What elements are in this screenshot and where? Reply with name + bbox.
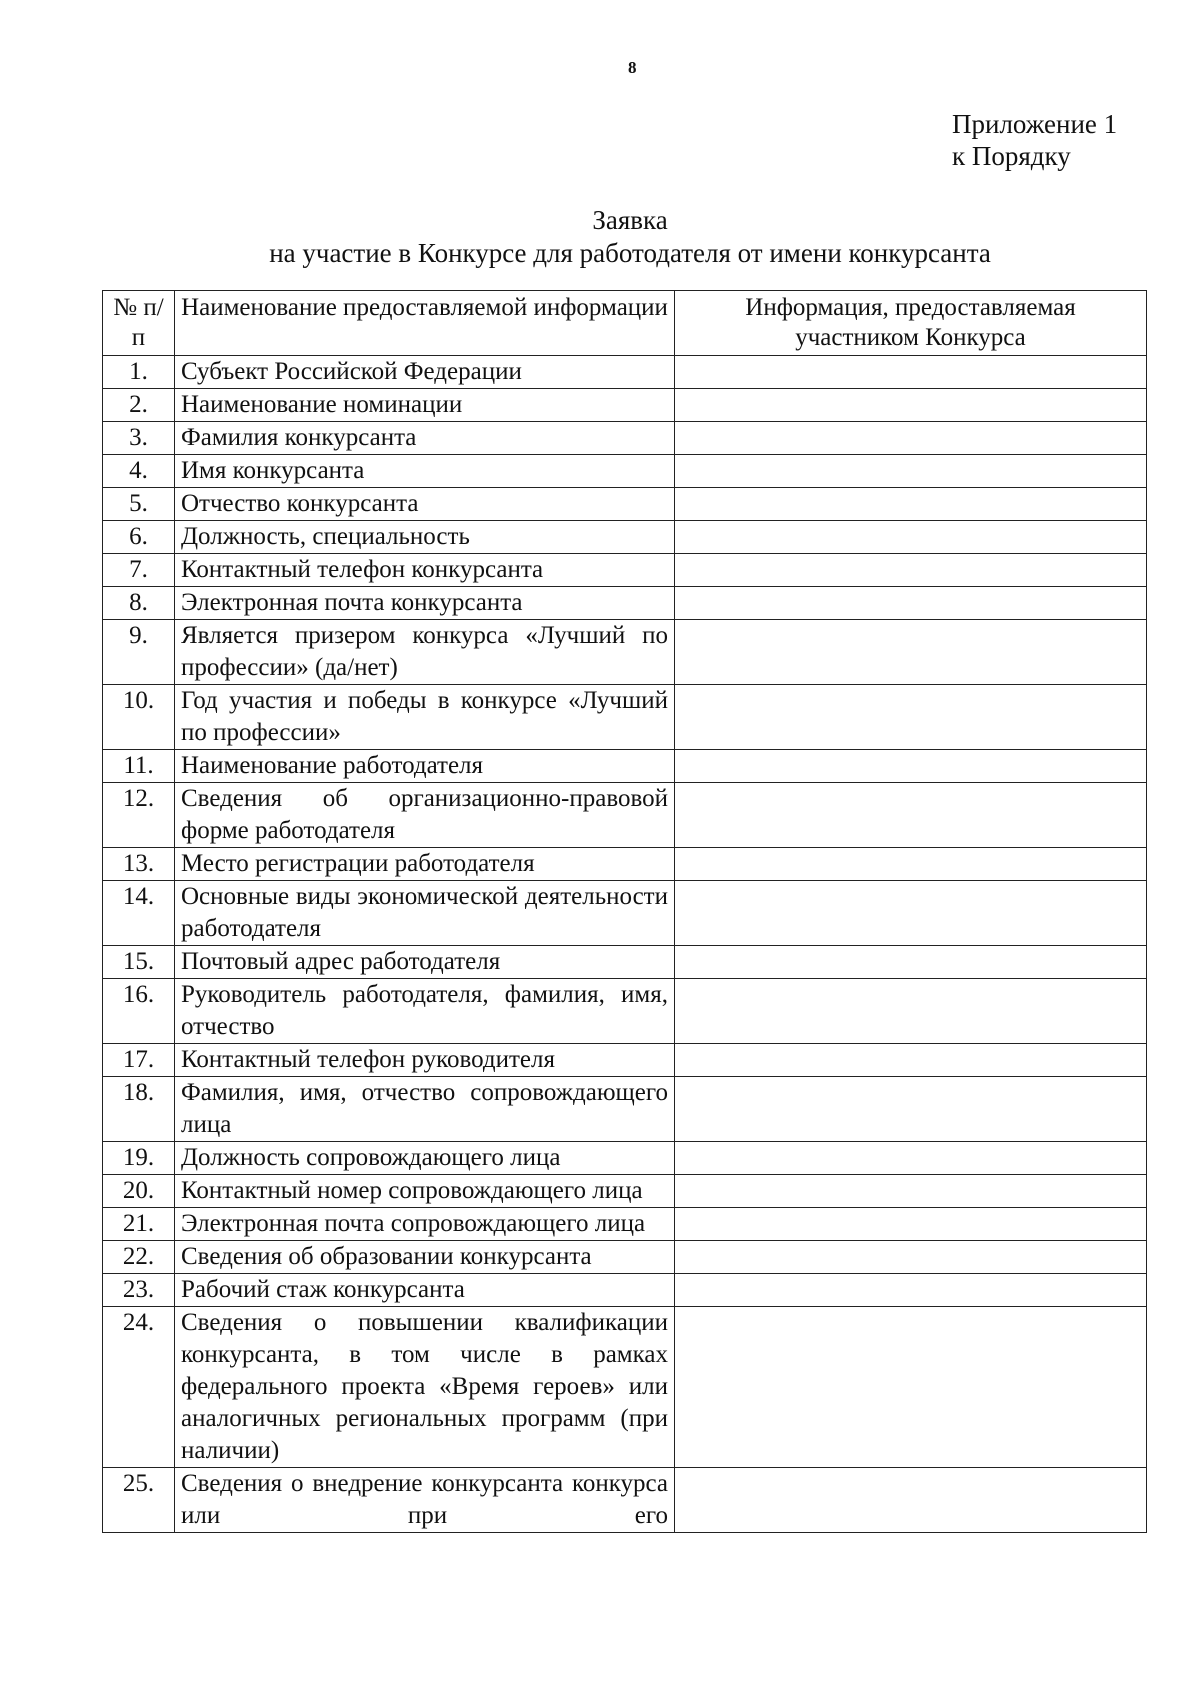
row-number: 15. <box>103 946 175 979</box>
row-information-name: Сведения о повышении квалификации конкурсанта, в том числе в рамках федерального проекта «Время героев» или аналогичных региональных программ (при наличии) <box>175 1307 675 1468</box>
row-information-name: Электронная почта сопровождающего лица <box>175 1208 675 1241</box>
row-number: 24. <box>103 1307 175 1468</box>
row-information-field[interactable] <box>675 1468 1147 1533</box>
table-row <box>103 587 1147 620</box>
row-information-name: Электронная почта конкурсанта <box>175 587 675 620</box>
row-number: 25. <box>103 1468 175 1533</box>
header-information-provided: Информация, предоставляемая участником Конкурса <box>675 291 1147 356</box>
row-information-name: Наименование номинации <box>175 389 675 422</box>
row-number: 6. <box>103 521 175 554</box>
row-information-name: Отчество конкурсанта <box>175 488 675 521</box>
row-information-field[interactable] <box>675 979 1147 1044</box>
application-form-table <box>102 290 1147 1533</box>
row-number: 14. <box>103 881 175 946</box>
row-information-field[interactable] <box>675 356 1147 389</box>
table-row <box>103 881 1147 946</box>
row-information-field[interactable] <box>675 554 1147 587</box>
row-information-field[interactable] <box>675 1307 1147 1468</box>
page-number: 8 <box>628 58 637 77</box>
row-information-field[interactable] <box>675 1208 1147 1241</box>
row-information-name: Рабочий стаж конкурсанта <box>175 1274 675 1307</box>
row-number: 8. <box>103 587 175 620</box>
appendix-line-1: Приложение 1 <box>952 109 1118 139</box>
row-number: 13. <box>103 848 175 881</box>
row-information-name: Фамилия конкурсанта <box>175 422 675 455</box>
row-information-field[interactable] <box>675 685 1147 750</box>
appendix-line-2: к Порядку <box>952 141 1071 171</box>
row-information-name: Контактный телефон руководителя <box>175 1044 675 1077</box>
table-row <box>103 554 1147 587</box>
row-information-name: Должность сопровождающего лица <box>175 1142 675 1175</box>
row-number: 16. <box>103 979 175 1044</box>
row-information-name: Наименование работодателя <box>175 750 675 783</box>
row-number: 17. <box>103 1044 175 1077</box>
row-information-field[interactable] <box>675 881 1147 946</box>
row-information-field[interactable] <box>675 1044 1147 1077</box>
row-information-name: Основные виды экономической деятельности работодателя <box>175 881 675 946</box>
table-row <box>103 848 1147 881</box>
table-row <box>103 356 1147 389</box>
table-row <box>103 750 1147 783</box>
row-information-name: Фамилия, имя, отчество сопровождающего лица <box>175 1077 675 1142</box>
row-information-name: Год участия и победы в конкурсе «Лучший по профессии» <box>175 685 675 750</box>
row-number: 10. <box>103 685 175 750</box>
row-information-field[interactable] <box>675 620 1147 685</box>
table-row <box>103 1044 1147 1077</box>
table-body <box>103 356 1147 1533</box>
row-number: 19. <box>103 1142 175 1175</box>
row-information-name: Является призером конкурса «Лучший по профессии» (да/нет) <box>175 620 675 685</box>
row-number: 23. <box>103 1274 175 1307</box>
header-number: № п/п <box>103 291 175 356</box>
title-line-2: на участие в Конкурсе для работодателя от имени конкурсанта <box>269 238 991 268</box>
row-information-name: Почтовый адрес работодателя <box>175 946 675 979</box>
table-row <box>103 783 1147 848</box>
row-information-name: Должность, специальность <box>175 521 675 554</box>
title-line-1: Заявка <box>592 205 668 235</box>
table-header-row <box>103 291 1147 356</box>
row-information-field[interactable] <box>675 455 1147 488</box>
row-information-name: Имя конкурсанта <box>175 455 675 488</box>
row-number: 5. <box>103 488 175 521</box>
row-number: 2. <box>103 389 175 422</box>
table-row <box>103 1307 1147 1468</box>
row-information-field[interactable] <box>675 389 1147 422</box>
row-information-field[interactable] <box>675 521 1147 554</box>
row-information-field[interactable] <box>675 848 1147 881</box>
row-information-name: Сведения об образовании конкурсанта <box>175 1241 675 1274</box>
row-information-field[interactable] <box>675 946 1147 979</box>
row-information-name: Субъект Российской Федерации <box>175 356 675 389</box>
table-row <box>103 979 1147 1044</box>
table-row <box>103 389 1147 422</box>
table-row <box>103 946 1147 979</box>
row-number: 20. <box>103 1175 175 1208</box>
document-title <box>80 204 1180 270</box>
row-number: 7. <box>103 554 175 587</box>
row-information-name: Сведения о внедрение конкурсанта конкурса или при его <box>175 1468 675 1533</box>
table-row <box>103 1241 1147 1274</box>
table-row <box>103 620 1147 685</box>
header-information-name: Наименование предоставляемой информации <box>175 291 675 356</box>
table-row <box>103 1142 1147 1175</box>
row-information-field[interactable] <box>675 1175 1147 1208</box>
table-row <box>103 1077 1147 1142</box>
row-number: 21. <box>103 1208 175 1241</box>
row-information-field[interactable] <box>675 1077 1147 1142</box>
row-information-field[interactable] <box>675 587 1147 620</box>
row-number: 9. <box>103 620 175 685</box>
table-row <box>103 521 1147 554</box>
row-information-field[interactable] <box>675 783 1147 848</box>
row-number: 22. <box>103 1241 175 1274</box>
row-information-field[interactable] <box>675 1142 1147 1175</box>
table-row <box>103 1274 1147 1307</box>
appendix-label <box>952 108 1117 172</box>
row-information-name: Руководитель работодателя, фамилия, имя, отчество <box>175 979 675 1044</box>
table-row <box>103 455 1147 488</box>
table-row <box>103 1175 1147 1208</box>
table-row <box>103 488 1147 521</box>
table-row <box>103 1468 1147 1533</box>
row-number: 11. <box>103 750 175 783</box>
row-information-field[interactable] <box>675 422 1147 455</box>
row-number: 18. <box>103 1077 175 1142</box>
row-information-field[interactable] <box>675 1241 1147 1274</box>
table-row <box>103 422 1147 455</box>
row-information-field[interactable] <box>675 488 1147 521</box>
row-number: 3. <box>103 422 175 455</box>
row-number: 1. <box>103 356 175 389</box>
row-number: 4. <box>103 455 175 488</box>
row-information-name: Место регистрации работодателя <box>175 848 675 881</box>
row-number: 12. <box>103 783 175 848</box>
table-row <box>103 685 1147 750</box>
row-information-field[interactable] <box>675 1274 1147 1307</box>
table-row <box>103 1208 1147 1241</box>
row-information-name: Контактный номер сопровождающего лица <box>175 1175 675 1208</box>
row-information-name: Сведения об организационно-правовой форме работодателя <box>175 783 675 848</box>
row-information-name: Контактный телефон конкурсанта <box>175 554 675 587</box>
row-information-field[interactable] <box>675 750 1147 783</box>
